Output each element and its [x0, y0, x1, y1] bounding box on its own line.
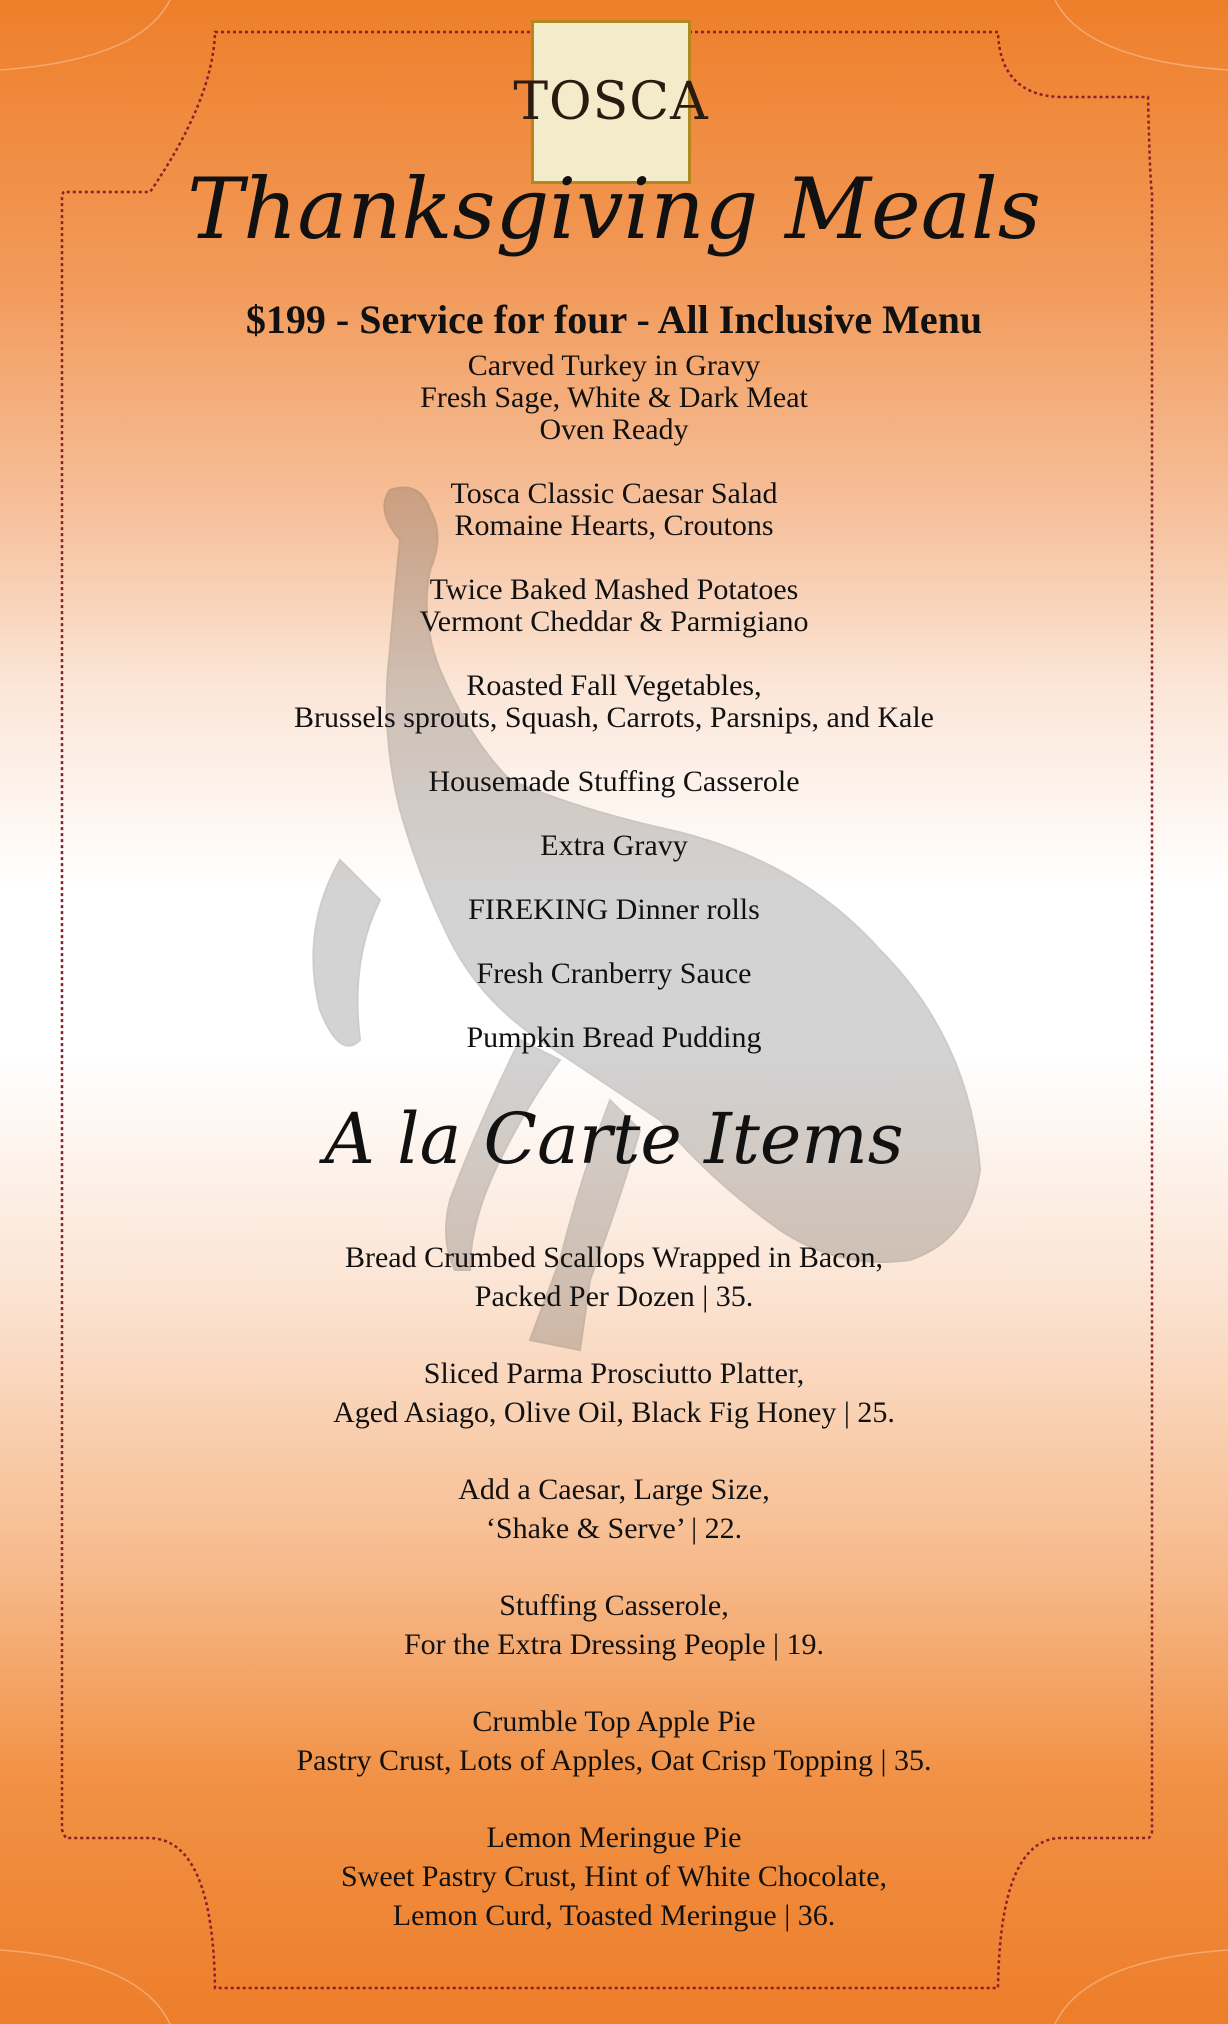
menu-item — [0, 894, 1228, 926]
a-la-carte-line: Bread Crumbed Scallops Wrapped in Bacon, — [344, 1241, 884, 1274]
a-la-carte-line: Lemon Curd, Toasted Meringue | 36. — [392, 1899, 836, 1932]
menu-item — [0, 478, 1228, 542]
menu-item-line: Vermont Cheddar & Parmigiano — [419, 605, 809, 638]
menu-item-line: Fresh Cranberry Sauce — [476, 957, 752, 990]
logo-text: TOSCA — [513, 72, 709, 132]
a-la-carte-line: Packed Per Dozen | 35. — [474, 1280, 754, 1313]
a-la-carte-item — [0, 1586, 1228, 1664]
menu-item — [0, 766, 1228, 798]
price-subtitle: $199 - Service for four - All Inclusive Menu — [245, 297, 983, 342]
menu-item-line: Tosca Classic Caesar Salad — [450, 477, 778, 510]
menu-item — [0, 1022, 1228, 1054]
a-la-carte-list — [0, 1238, 1228, 1973]
menu-item — [0, 958, 1228, 990]
menu-item-line: Fresh Sage, White & Dark Meat — [420, 381, 808, 414]
menu-item-line: Brussels sprouts, Squash, Carrots, Parsnips, and Kale — [294, 701, 934, 734]
menu-item-line: Carved Turkey in Gravy — [467, 349, 761, 382]
menu-item-line: Oven Ready — [539, 413, 689, 446]
menu-item — [0, 350, 1228, 446]
a-la-carte-line: Lemon Meringue Pie — [486, 1821, 742, 1854]
menu-item-line: Twice Baked Mashed Potatoes — [429, 573, 799, 606]
a-la-carte-line: ‘Shake & Serve’ | 22. — [485, 1512, 743, 1545]
menu-item-line: Extra Gravy — [540, 829, 688, 862]
a-la-carte-line: For the Extra Dressing People | 19. — [403, 1628, 825, 1661]
a-la-carte-line: Crumble Top Apple Pie — [472, 1705, 756, 1738]
menu-item-line: Roasted Fall Vegetables, — [466, 669, 762, 702]
a-la-carte-title: A la Carte Items — [324, 1098, 904, 1180]
a-la-carte-item — [0, 1818, 1228, 1935]
a-la-carte-item — [0, 1470, 1228, 1548]
menu-item-line: Housemade Stuffing Casserole — [428, 765, 800, 798]
a-la-carte-line: Add a Caesar, Large Size, — [458, 1473, 770, 1506]
a-la-carte-line: Pastry Crust, Lots of Apples, Oat Crisp Topping | 35. — [296, 1744, 932, 1777]
menu-item — [0, 574, 1228, 638]
a-la-carte-line: Sweet Pastry Crust, Hint of White Chocolate, — [340, 1860, 888, 1893]
menu-item-line: Pumpkin Bread Pudding — [466, 1021, 762, 1054]
menu-item-line: FIREKING Dinner rolls — [468, 893, 760, 926]
menu-item — [0, 670, 1228, 734]
a-la-carte-line: Stuffing Casserole, — [499, 1589, 729, 1622]
inclusive-menu-list — [0, 350, 1228, 1086]
menu-item — [0, 830, 1228, 862]
a-la-carte-item — [0, 1702, 1228, 1780]
menu-item-line: Romaine Hearts, Croutons — [454, 509, 774, 542]
a-la-carte-line: Sliced Parma Prosciutto Platter, — [423, 1357, 805, 1390]
a-la-carte-item — [0, 1354, 1228, 1432]
page-title: Thanksgiving Meals — [187, 160, 1041, 258]
a-la-carte-line: Aged Asiago, Olive Oil, Black Fig Honey | 25. — [333, 1396, 895, 1429]
a-la-carte-item — [0, 1238, 1228, 1316]
